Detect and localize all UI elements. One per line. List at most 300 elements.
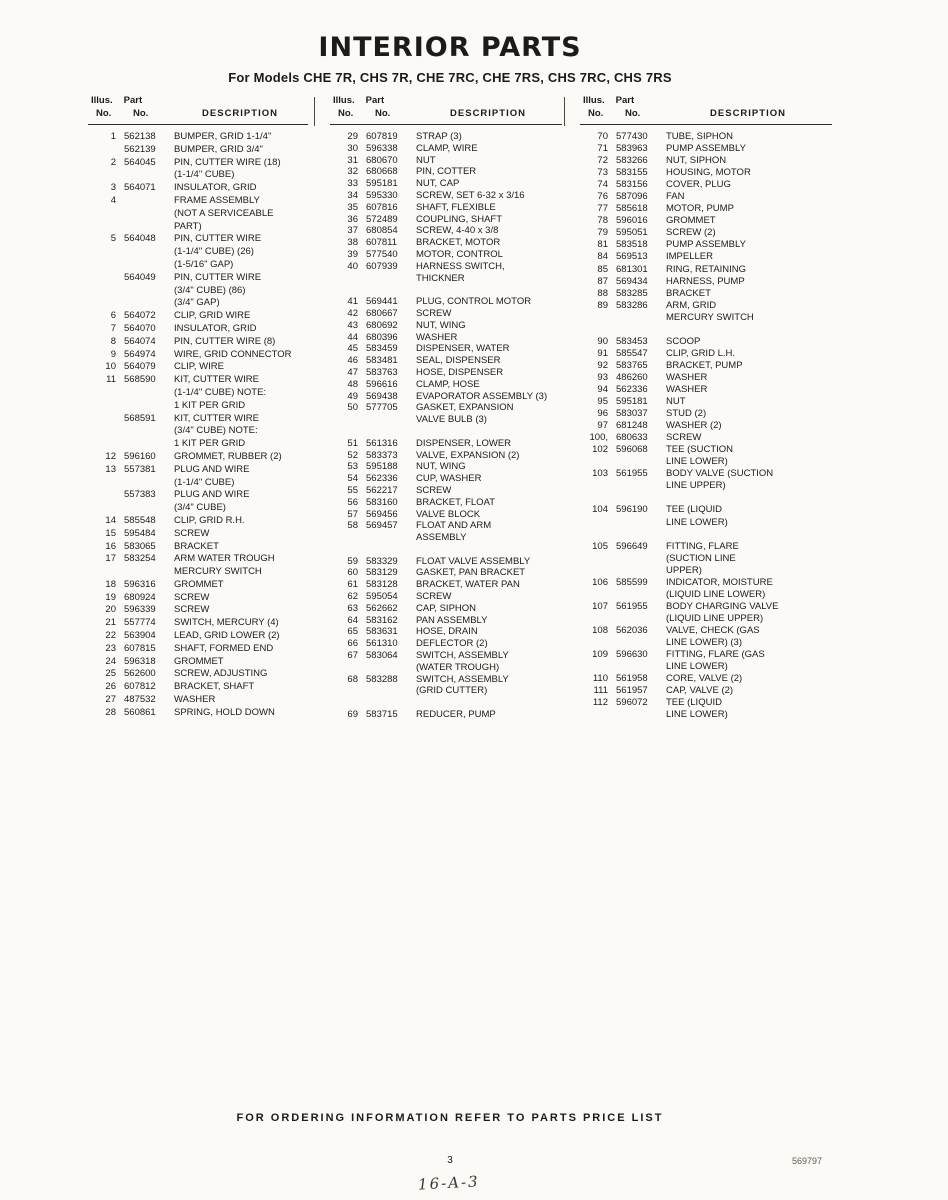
part-no: 583963 (616, 143, 648, 155)
illus-no (580, 313, 608, 325)
description: TEE (LIQUID (666, 504, 722, 516)
description: CLAMP, WIRE (416, 142, 478, 154)
illus-no: 54 (347, 473, 358, 485)
part-no: 577430 (616, 131, 648, 142)
part-no: 572489 (366, 213, 398, 225)
table-row (580, 277, 860, 289)
illus-no: 6 (110, 310, 116, 322)
description: WIRE, GRID CONNECTOR (174, 348, 292, 360)
illus-no: 66 (347, 638, 358, 650)
illus-no: 105 (592, 540, 608, 552)
table-row (330, 380, 580, 392)
part-no: 562217 (366, 484, 398, 496)
description: (3/4" CUBE) (174, 502, 226, 514)
part-no: 587096 (616, 191, 648, 203)
description: NUT, SIPHON (666, 155, 727, 167)
illus-no: 35 (347, 201, 358, 213)
part-no (358, 686, 406, 698)
table-row (88, 439, 330, 452)
header-row-1 (580, 95, 832, 108)
part-no (116, 503, 164, 516)
part-no: 596160 (124, 450, 156, 462)
illus-no: 79 (597, 227, 608, 239)
illus-no: 7 (110, 322, 116, 334)
description: 1 KIT PER GRID (174, 399, 246, 411)
illus-no: 59 (347, 555, 358, 567)
illus-no: 8 (110, 335, 116, 347)
illus-no (330, 427, 358, 439)
description: (1-1/4" CUBE) (174, 169, 235, 181)
part-no: 595484 (124, 527, 156, 539)
table-row (88, 145, 330, 158)
part-no: 561310 (366, 638, 398, 650)
illus-no (88, 247, 116, 260)
description: (1-1/4" CUBE) (26) (174, 246, 254, 258)
illus-no: 26 (105, 681, 116, 693)
illus-no: 48 (347, 378, 358, 390)
illus-no: 51 (347, 437, 358, 449)
description: SCREW, 4-40 x 3/8 (416, 225, 499, 237)
table-row (580, 566, 860, 578)
description: PART) (174, 220, 202, 232)
illus-no: 87 (597, 275, 608, 287)
part-no: 595181 (366, 178, 398, 190)
description: BRACKET (666, 287, 711, 299)
part-no: 595051 (616, 227, 648, 239)
description: (WATER TROUGH) (416, 661, 500, 673)
part-no: 595181 (616, 396, 648, 408)
description: SCREW (2) (666, 227, 716, 239)
illus-no (88, 478, 116, 491)
description: GASKET, PAN BRACKET (416, 567, 526, 579)
description (656, 325, 860, 337)
illus-no (88, 439, 116, 452)
description (406, 545, 580, 557)
part-no (116, 401, 164, 414)
illus-no (88, 567, 116, 580)
part-no: 583285 (616, 287, 648, 299)
illus-no: 36 (347, 213, 358, 225)
description: (3/4" CUBE) (86) (174, 284, 246, 296)
part-no: 585618 (616, 203, 648, 215)
illus-no: 90 (597, 335, 608, 347)
part-no: 680396 (366, 331, 398, 343)
description: DEFLECTOR (2) (416, 638, 488, 650)
part-no: 562662 (366, 602, 398, 614)
table-row (580, 518, 860, 530)
part-no: 562336 (616, 383, 648, 395)
description: MERCURY SWITCH (666, 311, 754, 323)
illus-no (88, 426, 116, 439)
description: BUMPER, GRID 3/4" (174, 143, 263, 155)
part-no: 583288 (366, 673, 398, 685)
description: (GRID CUTTER) (416, 685, 488, 697)
part-no: 595330 (366, 189, 398, 201)
models-subtitle: For Models CHE 7R, CHS 7R, CHE 7RC, CHE 7RS, CHS 7RC, CHS 7RS (228, 70, 672, 85)
header-part-label: Part (615, 95, 635, 106)
part-no: 568591 (124, 412, 156, 424)
illus-no: 41 (347, 296, 358, 308)
description: HOSE, DRAIN (416, 626, 478, 638)
illus-no: 109 (592, 649, 608, 661)
description: PAN ASSEMBLY (416, 614, 488, 626)
illus-no: 27 (105, 694, 116, 706)
illus-no (88, 401, 116, 414)
table-row (88, 452, 330, 465)
description: SHAFT, FORMED END (174, 642, 274, 654)
part-no (608, 530, 656, 542)
illus-no: 62 (347, 591, 358, 603)
description: DISPENSER, LOWER (416, 437, 512, 449)
illus-no: 69 (347, 709, 358, 721)
illus-no: 31 (347, 154, 358, 166)
table-row (88, 503, 330, 516)
illus-no: 68 (347, 673, 358, 685)
description: KIT, CUTTER WIRE (174, 412, 259, 424)
part-no (358, 533, 406, 545)
part-no: 487532 (124, 694, 156, 706)
part-no: 583329 (366, 555, 398, 567)
part-no: 583160 (366, 496, 398, 508)
illus-no: 16 (105, 540, 116, 552)
description: HARNESS SWITCH, (416, 260, 505, 272)
illus-no (330, 415, 358, 427)
table-row (580, 313, 860, 325)
illus-no: 40 (347, 260, 358, 272)
table-row (88, 132, 330, 145)
table-row (580, 542, 860, 554)
table-row (330, 486, 580, 498)
part-no (608, 518, 656, 530)
header-no-label: No. (96, 108, 112, 119)
part-no: 583266 (616, 155, 648, 167)
table-row (88, 529, 330, 542)
part-no: 583453 (616, 335, 648, 347)
description: PLUG AND WIRE (174, 489, 250, 501)
table-row (330, 321, 580, 333)
column-header (580, 95, 832, 125)
illus-no: 5 (110, 233, 116, 245)
description: PUMP ASSEMBLY (666, 239, 746, 251)
illus-no (580, 325, 608, 337)
illus-no: 100, (589, 432, 608, 444)
illus-no: 73 (597, 167, 608, 179)
table-row (330, 250, 580, 262)
description: (1-5/16" GAP) (174, 258, 234, 270)
illus-no: 21 (105, 617, 116, 629)
illus-no: 102 (592, 444, 608, 456)
table-row (330, 191, 580, 203)
illus-no (88, 503, 116, 516)
description: WASHER (666, 371, 708, 383)
illus-no: 43 (347, 319, 358, 331)
illus-no: 97 (597, 420, 608, 432)
part-no: 564072 (124, 310, 156, 322)
description: ARM WATER TROUGH (174, 553, 275, 565)
illus-no: 4 (110, 194, 116, 206)
header-no-label: No. (625, 108, 641, 119)
table-row (330, 144, 580, 156)
part-no: 577705 (366, 402, 398, 414)
part-no: 568590 (124, 374, 156, 386)
header-illus-label: Illus. (91, 95, 113, 106)
description: BRACKET, FLOAT (416, 496, 496, 508)
header-description-label: DESCRIPTION (202, 108, 278, 119)
parts-column-2 (330, 95, 580, 722)
illus-no: 25 (105, 668, 116, 680)
part-no: 583286 (616, 299, 648, 311)
part-no: 680692 (366, 319, 398, 331)
illus-no: 81 (597, 239, 608, 251)
part-no: 569513 (616, 251, 648, 263)
illus-no: 46 (347, 355, 358, 367)
table-row (330, 710, 580, 722)
header-row-2 (330, 108, 562, 121)
illus-no: 63 (347, 602, 358, 614)
part-no: 569456 (366, 508, 398, 520)
description: SCREW (666, 432, 702, 444)
header-illus-label: Illus. (583, 95, 605, 106)
description: THICKNER (416, 272, 465, 284)
description: LEAD, GRID LOWER (2) (174, 630, 280, 642)
description: NUT (666, 396, 686, 408)
description: CAP, SIPHON (416, 602, 477, 614)
part-no: 562138 (124, 131, 156, 142)
description: SCREW (174, 604, 210, 616)
description: SCREW (416, 484, 452, 496)
table-row (88, 388, 330, 401)
table-row (330, 533, 580, 545)
illus-no: 89 (597, 299, 608, 311)
table-row (580, 554, 860, 566)
part-no: 569457 (366, 520, 398, 532)
part-no: 583763 (366, 366, 398, 378)
description: IMPELLER (666, 251, 713, 263)
description: (NOT A SERVICEABLE (174, 207, 274, 219)
illus-no: 50 (347, 402, 358, 414)
table-row (330, 686, 580, 698)
illus-no: 11 (106, 374, 116, 386)
description: GROMMET (174, 578, 224, 590)
illus-no (88, 260, 116, 273)
description: HOSE, DISPENSER (416, 366, 504, 378)
document-number: 569797 (792, 1156, 823, 1166)
description: CLIP, WIRE (174, 361, 224, 373)
header-part-label: Part (123, 95, 143, 106)
description: LINE LOWER) (3) (666, 636, 743, 648)
illus-no: 106 (592, 576, 608, 588)
table-row (580, 481, 860, 493)
illus-no: 20 (105, 604, 116, 616)
description: SWITCH, ASSEMBLY (416, 673, 509, 685)
illus-no: 85 (597, 263, 608, 275)
illus-no (330, 686, 358, 698)
description: BRACKET, MOTOR (416, 237, 501, 249)
illus-no: 17 (105, 553, 116, 565)
description: FLOAT AND ARM (416, 520, 492, 532)
description: WASHER (174, 694, 216, 706)
part-no: 596068 (616, 444, 648, 456)
illus-no: 108 (592, 624, 608, 636)
table-row (330, 663, 580, 675)
illus-no: 24 (105, 655, 116, 667)
description: BUMPER, GRID 1-1/4" (174, 131, 272, 142)
description: BRACKET (174, 540, 219, 552)
illus-no: 93 (597, 371, 608, 383)
table-row (88, 516, 330, 529)
part-no: 564074 (124, 335, 156, 347)
description (406, 427, 580, 439)
description: SCREW (174, 527, 210, 539)
table-row (88, 631, 330, 644)
part-no (116, 388, 164, 401)
illus-no: 104 (592, 504, 608, 516)
part-no: 583481 (366, 355, 398, 367)
description: FITTING, FLARE (GAS (666, 649, 765, 661)
part-no: 564070 (124, 322, 156, 334)
part-no: 680854 (366, 225, 398, 237)
illus-no: 42 (347, 307, 358, 319)
part-no: 681301 (616, 263, 648, 275)
description: SCREW (416, 307, 452, 319)
page-title: INTERIOR PARTS (318, 32, 582, 63)
description: GASKET, EXPANSION (416, 402, 514, 414)
illus-no: 94 (597, 383, 608, 395)
column-body (88, 132, 330, 721)
illus-no: 38 (347, 237, 358, 249)
illus-no: 61 (347, 579, 358, 591)
description: BRACKET, PUMP (666, 359, 743, 371)
part-no: 583373 (366, 449, 398, 461)
description: CORE, VALVE (2) (666, 673, 743, 685)
illus-no (88, 286, 116, 299)
illus-no: 13 (105, 463, 116, 475)
part-no: 564048 (124, 233, 156, 245)
part-no: 680668 (366, 166, 398, 178)
part-no: 583459 (366, 343, 398, 355)
illus-no: 91 (597, 347, 608, 359)
part-no: 607812 (124, 681, 156, 693)
header-no-label: No. (375, 108, 391, 119)
description: CLIP, GRID R.H. (174, 514, 245, 526)
part-no: 596616 (366, 378, 398, 390)
part-no (608, 710, 656, 722)
description: WASHER (666, 383, 708, 395)
illus-no: 72 (597, 155, 608, 167)
part-no: 607815 (124, 642, 156, 654)
illus-no: 88 (597, 287, 608, 299)
illus-no: 65 (347, 626, 358, 638)
description: MOTOR, CONTROL (416, 248, 503, 260)
part-no: 563904 (124, 630, 156, 642)
part-no (358, 274, 406, 286)
part-no (608, 566, 656, 578)
part-no: 564071 (124, 182, 156, 194)
description: WASHER (416, 331, 458, 343)
illus-no: 49 (347, 390, 358, 402)
part-no: 595054 (366, 591, 398, 603)
description: PIN, CUTTER WIRE (8) (174, 335, 276, 347)
description: LINE LOWER) (666, 661, 728, 673)
description: (SUCTION LINE (666, 552, 736, 564)
part-no: 583765 (616, 359, 648, 371)
table-row (88, 401, 330, 414)
description: CAP, VALVE (2) (666, 685, 734, 697)
illus-no: 60 (347, 567, 358, 579)
illus-no: 18 (105, 578, 116, 590)
header-description-label: DESCRIPTION (710, 108, 786, 119)
description: LINE UPPER) (666, 480, 726, 492)
part-no: 583065 (124, 540, 156, 552)
part-no (358, 415, 406, 427)
header-part-label: Part (365, 95, 385, 106)
illus-no (88, 490, 116, 503)
illus-no: 3 (110, 182, 116, 194)
description: ARM, GRID (666, 299, 717, 311)
part-no: 557383 (124, 489, 156, 501)
description: VALVE BLOCK (416, 508, 481, 520)
table-row (88, 567, 330, 580)
illus-no: 52 (347, 449, 358, 461)
illus-no (330, 545, 358, 557)
part-no: 561955 (616, 468, 648, 480)
part-no: 596072 (616, 697, 648, 709)
illus-no: 33 (347, 178, 358, 190)
part-no: 562036 (616, 624, 648, 636)
description: STRAP (3) (416, 131, 462, 142)
part-no: 680667 (366, 307, 398, 319)
table-row (330, 203, 580, 215)
parts-table (88, 95, 860, 722)
part-no: 569438 (366, 390, 398, 402)
illus-no (88, 273, 116, 286)
part-no: 561958 (616, 673, 648, 685)
illus-no: 96 (597, 408, 608, 420)
description: PIN, COTTER (416, 166, 477, 178)
illus-no: 2 (110, 156, 116, 168)
part-no: 681248 (616, 420, 648, 432)
part-no: 577540 (366, 248, 398, 260)
description: COVER, PLUG (666, 179, 731, 191)
description: GROMMET (174, 655, 224, 667)
description: (LIQUID LINE UPPER) (666, 612, 764, 624)
description: PUMP ASSEMBLY (666, 143, 746, 155)
part-no (116, 209, 164, 222)
part-no: 486260 (616, 371, 648, 383)
description: (3/4" GAP) (174, 297, 220, 309)
description: HOUSING, MOTOR (666, 167, 751, 179)
part-no: 585599 (616, 576, 648, 588)
part-no: 564974 (124, 348, 156, 360)
description: FLOAT VALVE ASSEMBLY (416, 555, 531, 567)
ordering-footer-note: FOR ORDERING INFORMATION REFER TO PARTS PRICE LIST (236, 1112, 664, 1124)
description: DISPENSER, WATER (416, 343, 510, 355)
description: SHAFT, FLEXIBLE (416, 201, 496, 213)
illus-no (580, 566, 608, 578)
part-no: 557774 (124, 617, 156, 629)
description: BRACKET, WATER PAN (416, 579, 520, 591)
part-no: 583156 (616, 179, 648, 191)
description: PIN, CUTTER WIRE (18) (174, 156, 281, 168)
description: KIT, CUTTER WIRE (174, 374, 259, 386)
illus-no: 71 (597, 143, 608, 155)
description: COUPLING, SHAFT (416, 213, 503, 225)
part-no: 596630 (616, 649, 648, 661)
description: LINE LOWER) (666, 709, 728, 721)
description: MERCURY SWITCH (174, 566, 262, 578)
part-no: 680924 (124, 591, 156, 603)
part-no: 583155 (616, 167, 648, 179)
